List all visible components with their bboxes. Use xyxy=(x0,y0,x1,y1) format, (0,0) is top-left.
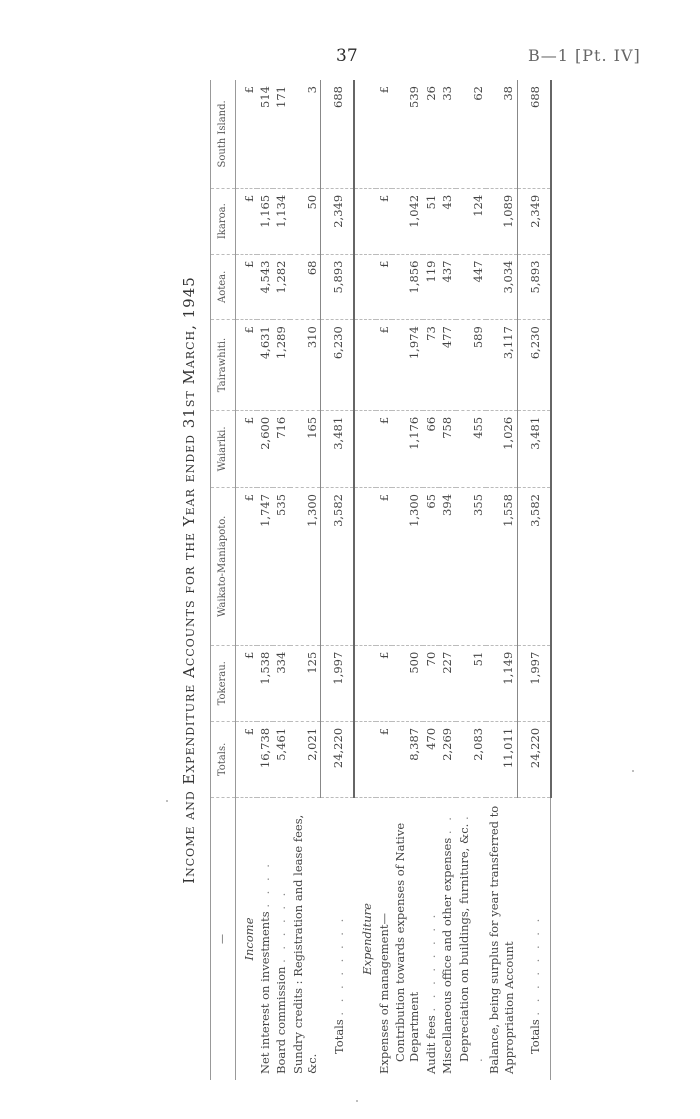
cell-south-island: 33 xyxy=(439,80,455,188)
empty-cell xyxy=(354,188,375,254)
cell-waikato-maniapoto: 1,747 xyxy=(257,487,273,645)
cell-tokerau: 125 xyxy=(290,645,321,721)
row-label-text: Audit fees xyxy=(423,1015,438,1074)
currency-cell: £ xyxy=(235,645,257,721)
document-reference: B—1 [Pt. IV] xyxy=(528,46,641,65)
currency-cell: £ xyxy=(376,254,392,320)
row-label-text: Net interest on investments xyxy=(257,911,272,1074)
currency-cell: £ xyxy=(235,487,257,645)
cell-waiariki: 1,176 xyxy=(392,410,423,487)
total-cell-tokerau: 1,997 xyxy=(517,645,551,721)
row-label xyxy=(423,798,439,1081)
table-row xyxy=(257,80,273,1080)
total-cell-totals: 24,220 xyxy=(517,721,551,797)
cell-aotea: 437 xyxy=(439,254,455,320)
totals-label-text: Totals xyxy=(528,1019,542,1054)
dot-leaders: . . xyxy=(456,813,485,1062)
column-header-waiariki: Waiariki. xyxy=(211,410,236,487)
cell-waikato-maniapoto: 1,300 xyxy=(290,487,321,645)
currency-cell: £ xyxy=(376,188,392,254)
cell-aotea: 4,543 xyxy=(257,254,273,320)
table-row xyxy=(290,80,321,1080)
table-row xyxy=(392,80,423,1080)
cell-ikaroa: 1,089 xyxy=(486,188,517,254)
cell-waikato-maniapoto: 535 xyxy=(273,487,289,645)
cell-ikaroa: 124 xyxy=(456,188,487,254)
cell-tairawhiti: 4,631 xyxy=(257,320,273,411)
cell-tokerau: 1,538 xyxy=(257,645,273,721)
row-label xyxy=(439,798,455,1081)
total-cell-waiariki: 3,481 xyxy=(517,410,551,487)
cell-tairawhiti: 589 xyxy=(456,320,487,411)
cell-totals: 2,021 xyxy=(290,721,321,797)
dot-leaders: . . . . . . . . xyxy=(423,911,438,1012)
column-header-ikaroa: Ikaroa. xyxy=(211,188,236,254)
cell-tairawhiti: 73 xyxy=(423,320,439,411)
row-label-text: Depreciation on buildings, furniture, &c. xyxy=(456,823,471,1062)
column-header-aotea: Aotea. xyxy=(211,254,236,320)
cell-south-island: 539 xyxy=(392,80,423,188)
cell-tairawhiti: 3,117 xyxy=(486,320,517,411)
rotated-table-block xyxy=(180,80,540,1080)
page-number: 37 xyxy=(336,46,358,66)
cell-waikato-maniapoto: 1,300 xyxy=(392,487,423,645)
cell-totals: 8,387 xyxy=(392,721,423,797)
cell-south-island: 62 xyxy=(456,80,487,188)
cell-totals: 2,083 xyxy=(456,721,487,797)
row-label: Balance, being surplus for year transferred to Appropriation Account xyxy=(487,805,516,1074)
column-header-description: — xyxy=(211,798,236,1081)
empty-cell xyxy=(354,721,375,797)
total-cell-tokerau: 1,997 xyxy=(320,645,354,721)
row-label-text: Board commission xyxy=(274,966,289,1074)
cell-south-island: 171 xyxy=(273,80,289,188)
cell-waiariki: 758 xyxy=(439,410,455,487)
total-cell-ikaroa: 2,349 xyxy=(320,188,354,254)
table-row xyxy=(439,80,455,1080)
cell-waiariki: 1,026 xyxy=(486,410,517,487)
table-row xyxy=(376,80,392,1080)
currency-cell: £ xyxy=(376,721,392,797)
total-cell-totals: 24,220 xyxy=(320,721,354,797)
cell-aotea: 447 xyxy=(456,254,487,320)
cell-tokerau: 334 xyxy=(273,645,289,721)
cell-tokerau: 51 xyxy=(456,645,487,721)
table-header-row xyxy=(211,80,236,1080)
cell-waiariki: 66 xyxy=(423,410,439,487)
column-header-tokerau: Tokerau. xyxy=(211,645,236,721)
empty-cell xyxy=(354,320,375,411)
accounts-table xyxy=(210,80,552,1080)
income-heading: Income xyxy=(241,917,256,961)
cell-waiariki: 165 xyxy=(290,410,321,487)
cell-tokerau: 227 xyxy=(439,645,455,721)
currency-cell: £ xyxy=(235,320,257,411)
cell-tokerau: 1,149 xyxy=(486,645,517,721)
totals-label-text: Totals xyxy=(331,1019,346,1054)
dot-leaders: . . . . . . . . xyxy=(331,915,346,1016)
row-label xyxy=(273,798,289,1081)
stray-mark xyxy=(166,800,168,802)
total-cell-south-island: 688 xyxy=(320,80,354,188)
row-label-text: Miscellaneous office and other expenses xyxy=(440,837,455,1074)
cell-tairawhiti: 1,289 xyxy=(273,320,289,411)
cell-aotea: 68 xyxy=(290,254,321,320)
column-header-tairawhiti: Tairawhiti. xyxy=(211,320,236,411)
cell-south-island: 514 xyxy=(257,80,273,188)
row-label xyxy=(456,798,487,1081)
cell-waikato-maniapoto: 394 xyxy=(439,487,455,645)
income-section-heading-row xyxy=(235,80,257,1080)
cell-totals: 11,011 xyxy=(486,721,517,797)
row-label xyxy=(257,798,273,1081)
totals-label xyxy=(320,798,354,1081)
cell-tairawhiti: 1,974 xyxy=(392,320,423,411)
table-title: Income and Expenditure Accounts for the Year ended 31st March, 1945 xyxy=(180,276,198,884)
row-label: Contribution towards expenses of Native Department xyxy=(393,822,422,1062)
cell-tokerau: 70 xyxy=(423,645,439,721)
currency-cell: £ xyxy=(376,320,392,411)
expenditure-section-heading-row xyxy=(354,80,375,1080)
table-row xyxy=(423,80,439,1080)
currency-cell: £ xyxy=(235,254,257,320)
dot-leaders: . . . . . . . . xyxy=(528,915,542,1016)
total-cell-waikato-maniapoto: 3,582 xyxy=(517,487,551,645)
cell-aotea: 1,856 xyxy=(392,254,423,320)
table-row xyxy=(456,80,487,1080)
empty-cell xyxy=(354,80,375,188)
totals-label xyxy=(517,798,551,1081)
cell-aotea: 1,282 xyxy=(273,254,289,320)
expenditure-heading: Expenditure xyxy=(360,903,375,975)
cell-ikaroa: 43 xyxy=(439,188,455,254)
column-header-south-island: South Island. xyxy=(211,80,236,188)
row-label xyxy=(290,798,321,1081)
cell-waikato-maniapoto: 355 xyxy=(456,487,487,645)
row-label: Expenses of management— xyxy=(376,913,391,1074)
dot-leaders: . . xyxy=(440,814,455,835)
column-header-totals: Totals. xyxy=(211,721,236,797)
cell-waiariki: 716 xyxy=(273,410,289,487)
dot-leaders: . . . . xyxy=(257,861,272,908)
cell-totals: 5,461 xyxy=(273,721,289,797)
cell-waikato-maniapoto: 1,558 xyxy=(486,487,517,645)
empty-cell xyxy=(354,254,375,320)
cell-waiariki: 2,600 xyxy=(257,410,273,487)
currency-cell: £ xyxy=(235,721,257,797)
column-header-waikato-maniapoto: Waikato-Maniapoto. xyxy=(211,487,236,645)
table-row xyxy=(486,80,517,1080)
currency-cell: £ xyxy=(235,80,257,188)
cell-south-island: 3 xyxy=(290,80,321,188)
expenditure-totals-row xyxy=(517,80,551,1080)
cell-tokerau: 500 xyxy=(392,645,423,721)
table-row xyxy=(273,80,289,1080)
empty-cell xyxy=(354,487,375,645)
cell-ikaroa: 1,134 xyxy=(273,188,289,254)
cell-ikaroa: 1,042 xyxy=(392,188,423,254)
total-cell-tairawhiti: 6,230 xyxy=(320,320,354,411)
total-cell-tairawhiti: 6,230 xyxy=(517,320,551,411)
income-totals-row xyxy=(320,80,354,1080)
currency-cell: £ xyxy=(235,188,257,254)
cell-waiariki: 455 xyxy=(456,410,487,487)
stray-mark xyxy=(356,1100,358,1102)
cell-south-island: 38 xyxy=(486,80,517,188)
currency-cell: £ xyxy=(376,645,392,721)
dot-leaders: . . . . . . xyxy=(274,889,289,963)
cell-tairawhiti: 477 xyxy=(439,320,455,411)
cell-ikaroa: 50 xyxy=(290,188,321,254)
total-cell-aotea: 5,893 xyxy=(517,254,551,320)
cell-south-island: 26 xyxy=(423,80,439,188)
cell-aotea: 119 xyxy=(423,254,439,320)
cell-totals: 16,738 xyxy=(257,721,273,797)
total-cell-ikaroa: 2,349 xyxy=(517,188,551,254)
currency-cell: £ xyxy=(376,410,392,487)
cell-tairawhiti: 310 xyxy=(290,320,321,411)
cell-totals: 470 xyxy=(423,721,439,797)
total-cell-waiariki: 3,481 xyxy=(320,410,354,487)
cell-ikaroa: 51 xyxy=(423,188,439,254)
total-cell-south-island: 688 xyxy=(517,80,551,188)
total-cell-waikato-maniapoto: 3,582 xyxy=(320,487,354,645)
cell-ikaroa: 1,165 xyxy=(257,188,273,254)
stray-mark xyxy=(632,770,634,772)
cell-waikato-maniapoto: 65 xyxy=(423,487,439,645)
currency-cell: £ xyxy=(376,487,392,645)
cell-totals: 2,269 xyxy=(439,721,455,797)
total-cell-aotea: 5,893 xyxy=(320,254,354,320)
currency-cell: £ xyxy=(376,80,392,188)
empty-cell xyxy=(354,410,375,487)
row-label-text: Sundry credits : Registration and lease fees, &c. xyxy=(290,814,319,1074)
cell-aotea: 3,034 xyxy=(486,254,517,320)
currency-cell: £ xyxy=(235,410,257,487)
empty-cell xyxy=(354,645,375,721)
